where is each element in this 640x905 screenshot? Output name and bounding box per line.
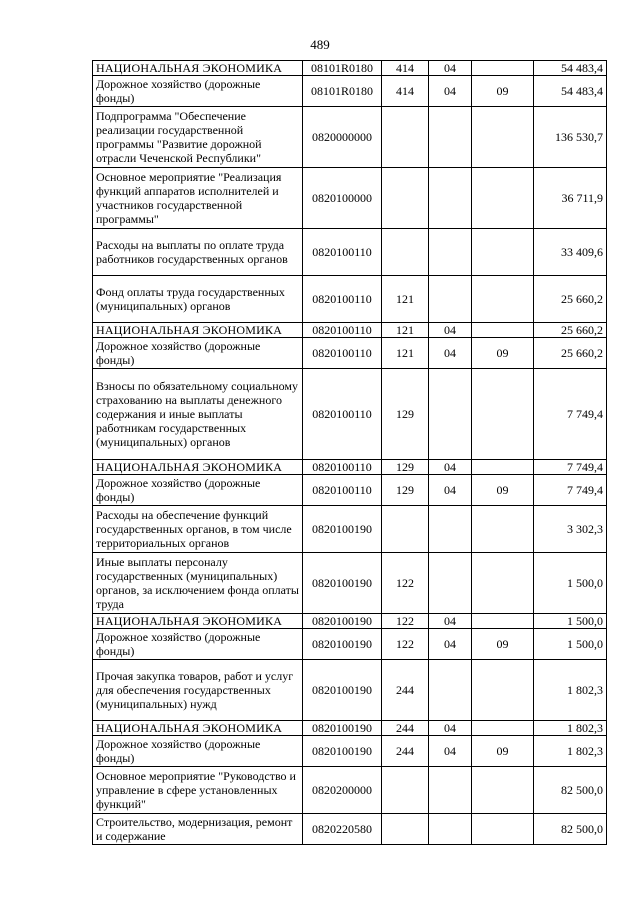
row-section-code: 04 bbox=[429, 475, 472, 506]
row-name: Расходы на выплаты по оплате труда работников государственных органов bbox=[93, 229, 303, 276]
row-amount: 25 660,2 bbox=[534, 276, 607, 323]
row-target-code: 0820100190 bbox=[303, 660, 382, 721]
row-name: Основное мероприятие "Реализация функций аппаратов исполнителей и участников государственной программы" bbox=[93, 168, 303, 229]
row-subsection-code bbox=[472, 614, 534, 629]
row-expense-type bbox=[382, 107, 429, 168]
row-subsection-code bbox=[472, 369, 534, 460]
row-name: Дорожное хозяйство (дорожные фонды) bbox=[93, 629, 303, 660]
row-target-code: 0820100110 bbox=[303, 475, 382, 506]
budget-table-body bbox=[93, 61, 607, 845]
row-section-code bbox=[429, 276, 472, 323]
row-section-code: 04 bbox=[429, 629, 472, 660]
row-subsection-code bbox=[472, 61, 534, 76]
row-section-code bbox=[429, 553, 472, 614]
row-section-code bbox=[429, 107, 472, 168]
row-expense-type bbox=[382, 229, 429, 276]
row-amount: 82 500,0 bbox=[534, 814, 607, 845]
row-subsection-code: 09 bbox=[472, 629, 534, 660]
row-amount: 1 802,3 bbox=[534, 721, 607, 736]
row-subsection-code bbox=[472, 721, 534, 736]
row-expense-type: 121 bbox=[382, 276, 429, 323]
table-row bbox=[93, 276, 607, 323]
row-section-code bbox=[429, 229, 472, 276]
row-subsection-code bbox=[472, 323, 534, 338]
row-expense-type: 122 bbox=[382, 614, 429, 629]
table-row bbox=[93, 76, 607, 107]
table-row bbox=[93, 369, 607, 460]
table-row bbox=[93, 107, 607, 168]
row-target-code: 0820100190 bbox=[303, 506, 382, 553]
row-expense-type: 414 bbox=[382, 76, 429, 107]
row-section-code: 04 bbox=[429, 338, 472, 369]
row-subsection-code: 09 bbox=[472, 76, 534, 107]
row-target-code: 0820200000 bbox=[303, 767, 382, 814]
table-row bbox=[93, 229, 607, 276]
row-amount: 25 660,2 bbox=[534, 323, 607, 338]
row-amount: 7 749,4 bbox=[534, 460, 607, 475]
row-section-code bbox=[429, 814, 472, 845]
row-section-code bbox=[429, 660, 472, 721]
row-section-code: 04 bbox=[429, 614, 472, 629]
row-name: НАЦИОНАЛЬНАЯ ЭКОНОМИКА bbox=[93, 460, 303, 475]
row-subsection-code: 09 bbox=[472, 475, 534, 506]
row-name: Дорожное хозяйство (дорожные фонды) bbox=[93, 736, 303, 767]
section-row bbox=[93, 614, 607, 629]
row-target-code: 0820100110 bbox=[303, 369, 382, 460]
row-section-code: 04 bbox=[429, 460, 472, 475]
row-name: Иные выплаты персоналу государственных (муниципальных) органов, за исключением фонда оплаты труда bbox=[93, 553, 303, 614]
row-name: Дорожное хозяйство (дорожные фонды) bbox=[93, 338, 303, 369]
row-section-code bbox=[429, 369, 472, 460]
row-target-code: 0820100190 bbox=[303, 629, 382, 660]
row-expense-type: 129 bbox=[382, 475, 429, 506]
table-row bbox=[93, 168, 607, 229]
row-name: Прочая закупка товаров, работ и услуг для обеспечения государственных (муниципальных) нужд bbox=[93, 660, 303, 721]
section-row bbox=[93, 460, 607, 475]
row-name: Дорожное хозяйство (дорожные фонды) bbox=[93, 475, 303, 506]
table-row bbox=[93, 767, 607, 814]
table-row bbox=[93, 506, 607, 553]
row-name: Основное мероприятие "Руководство и управление в сфере установленных функций" bbox=[93, 767, 303, 814]
row-subsection-code bbox=[472, 553, 534, 614]
row-target-code: 0820100190 bbox=[303, 721, 382, 736]
table-row bbox=[93, 475, 607, 506]
row-subsection-code bbox=[472, 506, 534, 553]
table-row bbox=[93, 553, 607, 614]
row-target-code: 0820100190 bbox=[303, 736, 382, 767]
row-target-code: 0820100190 bbox=[303, 553, 382, 614]
row-expense-type: 122 bbox=[382, 629, 429, 660]
page-number: 489 bbox=[310, 37, 330, 52]
row-target-code: 0820100190 bbox=[303, 614, 382, 629]
row-name: Дорожное хозяйство (дорожные фонды) bbox=[93, 76, 303, 107]
row-section-code bbox=[429, 168, 472, 229]
row-target-code: 08101R0180 bbox=[303, 76, 382, 107]
row-section-code bbox=[429, 767, 472, 814]
row-expense-type: 129 bbox=[382, 460, 429, 475]
row-name: НАЦИОНАЛЬНАЯ ЭКОНОМИКА bbox=[93, 323, 303, 338]
row-amount: 54 483,4 bbox=[534, 76, 607, 107]
row-target-code: 0820220580 bbox=[303, 814, 382, 845]
row-amount: 54 483,4 bbox=[534, 61, 607, 76]
row-subsection-code: 09 bbox=[472, 736, 534, 767]
row-target-code: 0820100110 bbox=[303, 323, 382, 338]
row-expense-type: 244 bbox=[382, 736, 429, 767]
table-row bbox=[93, 660, 607, 721]
row-expense-type: 122 bbox=[382, 553, 429, 614]
row-amount: 1 500,0 bbox=[534, 553, 607, 614]
row-name: Подпрограмма "Обеспечение реализации государственной программы "Развитие дорожной отрасли Чеченской Республики" bbox=[93, 107, 303, 168]
row-expense-type bbox=[382, 168, 429, 229]
row-expense-type bbox=[382, 814, 429, 845]
row-amount: 136 530,7 bbox=[534, 107, 607, 168]
row-name: НАЦИОНАЛЬНАЯ ЭКОНОМИКА bbox=[93, 61, 303, 76]
row-section-code: 04 bbox=[429, 736, 472, 767]
row-amount: 3 302,3 bbox=[534, 506, 607, 553]
row-subsection-code bbox=[472, 168, 534, 229]
row-target-code: 0820100110 bbox=[303, 276, 382, 323]
budget-table bbox=[92, 60, 607, 845]
row-target-code: 0820100110 bbox=[303, 229, 382, 276]
row-name: НАЦИОНАЛЬНАЯ ЭКОНОМИКА bbox=[93, 721, 303, 736]
table-row bbox=[93, 338, 607, 369]
row-name: НАЦИОНАЛЬНАЯ ЭКОНОМИКА bbox=[93, 614, 303, 629]
row-subsection-code bbox=[472, 460, 534, 475]
row-amount: 1 802,3 bbox=[534, 736, 607, 767]
row-target-code: 08101R0180 bbox=[303, 61, 382, 76]
row-expense-type: 121 bbox=[382, 323, 429, 338]
table-row bbox=[93, 629, 607, 660]
row-target-code: 0820100110 bbox=[303, 460, 382, 475]
row-expense-type: 414 bbox=[382, 61, 429, 76]
row-section-code: 04 bbox=[429, 61, 472, 76]
row-amount: 7 749,4 bbox=[534, 369, 607, 460]
row-expense-type bbox=[382, 506, 429, 553]
section-row bbox=[93, 721, 607, 736]
row-name: Фонд оплаты труда государственных (муниципальных) органов bbox=[93, 276, 303, 323]
row-subsection-code bbox=[472, 276, 534, 323]
row-expense-type: 244 bbox=[382, 721, 429, 736]
row-amount: 7 749,4 bbox=[534, 475, 607, 506]
row-name: Расходы на обеспечение функций государственных органов, в том числе территориальных органов bbox=[93, 506, 303, 553]
row-target-code: 0820100110 bbox=[303, 338, 382, 369]
row-section-code bbox=[429, 506, 472, 553]
row-subsection-code bbox=[472, 767, 534, 814]
row-expense-type: 121 bbox=[382, 338, 429, 369]
row-amount: 1 802,3 bbox=[534, 660, 607, 721]
row-subsection-code bbox=[472, 814, 534, 845]
row-amount: 25 660,2 bbox=[534, 338, 607, 369]
row-amount: 1 500,0 bbox=[534, 614, 607, 629]
table-row bbox=[93, 814, 607, 845]
row-name: Взносы по обязательному социальному страхованию на выплаты денежного содержания и иные выплаты работникам государственных (муниципальных) органов bbox=[93, 369, 303, 460]
row-section-code: 04 bbox=[429, 323, 472, 338]
table-row bbox=[93, 736, 607, 767]
row-target-code: 0820100000 bbox=[303, 168, 382, 229]
row-target-code: 0820000000 bbox=[303, 107, 382, 168]
row-expense-type: 129 bbox=[382, 369, 429, 460]
row-subsection-code bbox=[472, 229, 534, 276]
row-amount: 82 500,0 bbox=[534, 767, 607, 814]
row-expense-type: 244 bbox=[382, 660, 429, 721]
row-amount: 36 711,9 bbox=[534, 168, 607, 229]
row-section-code: 04 bbox=[429, 76, 472, 107]
row-section-code: 04 bbox=[429, 721, 472, 736]
row-subsection-code bbox=[472, 660, 534, 721]
row-amount: 33 409,6 bbox=[534, 229, 607, 276]
row-name: Строительство, модернизация, ремонт и содержание bbox=[93, 814, 303, 845]
section-row bbox=[93, 61, 607, 76]
row-subsection-code bbox=[472, 107, 534, 168]
row-expense-type bbox=[382, 767, 429, 814]
row-subsection-code: 09 bbox=[472, 338, 534, 369]
section-row bbox=[93, 323, 607, 338]
row-amount: 1 500,0 bbox=[534, 629, 607, 660]
